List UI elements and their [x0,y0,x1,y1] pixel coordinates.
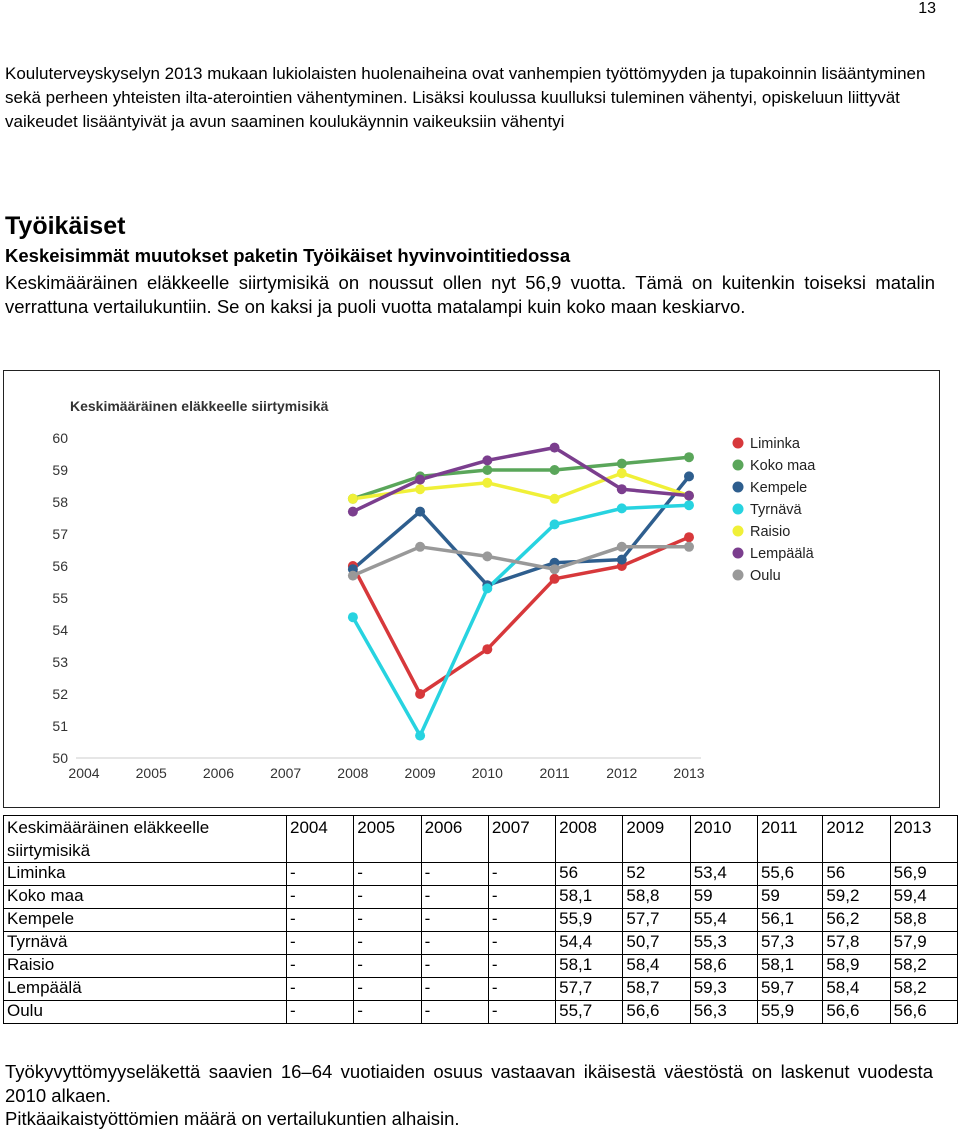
table-header-year: 2011 [757,816,822,863]
table-cell: - [488,955,555,978]
table-cell: 59,2 [823,886,890,909]
y-tick-label: 59 [52,462,68,478]
series-line-liminka [353,537,689,694]
table-cell: 54,4 [556,932,623,955]
table-cell: 59,4 [890,886,957,909]
table-cell: 56,2 [823,909,890,932]
data-point [415,542,425,552]
table-row [4,932,958,955]
table-header-year: 2006 [421,816,488,863]
legend-label: Liminka [750,436,800,452]
table-cell: 59 [690,886,757,909]
table-cell: - [354,1001,421,1024]
x-tick-label: 2007 [270,765,302,781]
table-header-year: 2012 [823,816,890,863]
table-row-name: Liminka [4,863,287,886]
data-point [684,452,694,462]
table-cell: 56,3 [690,1001,757,1024]
data-point [415,731,425,741]
table-header-year: 2007 [488,816,555,863]
table-cell: 58,1 [757,955,822,978]
table-cell: - [488,932,555,955]
data-point [348,612,358,622]
table-cell: - [421,909,488,932]
table-cell: 56,9 [890,863,957,886]
intro-paragraph: Kouluterveyskyselyn 2013 mukaan lukiolaisten huolenaiheina ovat vanhempien työttömyyden ja tupakoinnin lisääntyminen sekä perheen yhteisten ilta-aterointien vähentyminen. Lisäksi koulussa kuulluksi tuleminen vähentyi, opiskeluun liittyvät vaikeudet lisääntyivät ja avun saaminen koulukäynnin vaikeuksiin vähentyi [5,64,926,131]
table-header-row [4,816,958,863]
table-cell: 58,2 [890,978,957,1001]
table-cell: 57,7 [623,909,690,932]
y-tick-label: 50 [52,750,68,766]
table-cell: 57,9 [890,932,957,955]
table-cell: 59 [757,886,822,909]
table-header-year: 2005 [354,816,421,863]
x-tick-label: 2012 [606,765,638,781]
table-cell: - [421,978,488,1001]
table-cell: - [287,886,354,909]
table-cell: - [488,1001,555,1024]
y-tick-label: 52 [52,686,68,702]
table-cell: 55,3 [690,932,757,955]
table-row-name: Raisio [4,955,287,978]
table-cell: 50,7 [623,932,690,955]
table-cell: - [354,978,421,1001]
y-tick-label: 55 [52,590,68,606]
table-cell: - [488,978,555,1001]
table-cell: - [354,886,421,909]
page-number: 13 [918,0,936,17]
table-cell: - [287,978,354,1001]
table-cell: 56,1 [757,909,822,932]
legend-marker [733,482,744,493]
data-point [617,468,627,478]
table-cell: 56,6 [823,1001,890,1024]
data-point [617,484,627,494]
table-row-name: Koko maa [4,886,287,909]
x-tick-label: 2013 [673,765,705,781]
table-cell: - [421,932,488,955]
x-tick-label: 2005 [135,765,167,781]
table-cell: 56 [823,863,890,886]
table-row [4,978,958,1001]
data-point [684,471,694,481]
table-header-year: 2009 [623,816,690,863]
table-row-name: Kempele [4,909,287,932]
table-row-name: Oulu [4,1001,287,1024]
table-cell: 55,4 [690,909,757,932]
table-row [4,909,958,932]
table-cell: - [488,863,555,886]
line-chart [3,370,940,808]
data-point [617,555,627,565]
legend-marker [733,460,744,471]
footer-paragraph: Työkyvyttömyyseläkettä saavien 16–64 vuotiaiden osuus vastaavan ikäisestä väestöstä on laskenut vuodesta 2010 alkaen. [5,1061,933,1106]
table-cell: - [354,932,421,955]
legend-marker [733,526,744,537]
data-point [415,484,425,494]
data-point [415,689,425,699]
table-cell: 56,6 [890,1001,957,1024]
data-point [550,465,560,475]
table-header-year: 2013 [890,816,957,863]
data-point [617,542,627,552]
table-row-name: Tyrnävä [4,932,287,955]
table-cell: 58,4 [823,978,890,1001]
series-line-oulu [353,547,689,576]
table-cell: - [354,909,421,932]
x-tick-label: 2009 [404,765,436,781]
data-point [684,500,694,510]
data-point [550,564,560,574]
data-point [617,459,627,469]
legend-label: Kempele [750,480,808,496]
table-cell: - [287,955,354,978]
table-cell: 58,2 [890,955,957,978]
section-title: Työikäiset [5,212,126,240]
x-tick-label: 2004 [68,765,100,781]
table-cell: - [287,932,354,955]
table-cell: 57,8 [823,932,890,955]
table-cell: - [421,886,488,909]
table-cell: 58,1 [556,955,623,978]
body-paragraph: Keskimääräinen eläkkeelle siirtymisikä on noussut ollen nyt 56,9 vuotta. Tämä on kuitenkin toiseksi matalin verrattuna vertailukuntiin. Se on kaksi ja puoli vuotta matalampi kuin koko maan keskiarvo. [5,272,935,317]
table-cell: 59,7 [757,978,822,1001]
table-cell: 58,1 [556,886,623,909]
x-tick-label: 2011 [539,765,570,781]
table-cell: - [287,909,354,932]
table-cell: 58,7 [623,978,690,1001]
legend-label: Tyrnävä [750,502,802,518]
data-point [348,571,358,581]
y-tick-label: 58 [52,494,68,510]
data-point [482,644,492,654]
data-point [482,583,492,593]
x-tick-label: 2010 [471,765,503,781]
x-tick-label: 2008 [337,765,369,781]
y-tick-label: 57 [52,526,68,542]
data-point [684,491,694,501]
data-point [550,574,560,584]
table-cell: 57,3 [757,932,822,955]
table-cell: - [354,863,421,886]
y-tick-label: 53 [52,654,68,670]
y-tick-label: 56 [52,558,68,574]
data-table [3,815,958,1024]
table-cell: - [488,886,555,909]
y-tick-label: 54 [52,622,68,638]
table-header-year: 2008 [556,816,623,863]
table-cell: - [421,863,488,886]
data-point [348,507,358,517]
data-point [415,475,425,485]
legend-label: Raisio [750,524,791,540]
legend-label: Lempäälä [750,546,814,562]
table-cell: 59,3 [690,978,757,1001]
legend-marker [733,548,744,559]
x-tick-label: 2006 [202,765,235,781]
y-tick-label: 60 [52,430,68,446]
table-cell: 55,9 [556,909,623,932]
data-point [550,443,560,453]
table-cell: - [488,909,555,932]
table-cell: 53,4 [690,863,757,886]
table-cell: - [287,863,354,886]
data-point [348,494,358,504]
table-cell: 58,9 [823,955,890,978]
table-header-year: 2010 [690,816,757,863]
table-cell: 55,7 [556,1001,623,1024]
y-tick-label: 51 [52,718,68,734]
table-header-label: Keskimääräinen eläkkeelle siirtymisikä [4,816,287,863]
data-point [550,519,560,529]
data-point [482,478,492,488]
sub-title: Keskeisimmät muutokset paketin Työikäiset hyvinvointitiedossa [5,245,571,266]
data-point [684,542,694,552]
data-point [617,503,627,513]
table-cell: - [354,955,421,978]
data-point [415,507,425,517]
table-cell: - [421,1001,488,1024]
table-cell: 58,6 [690,955,757,978]
table-cell: 57,7 [556,978,623,1001]
chart-canvas [4,371,941,809]
chart-title: Keskimääräinen eläkkeelle siirtymisikä [70,398,329,414]
data-point [482,551,492,561]
table-cell: - [421,955,488,978]
table-cell: 56,6 [623,1001,690,1024]
legend-label: Oulu [750,568,781,584]
legend-marker [733,570,744,581]
table-cell: 55,6 [757,863,822,886]
data-point [482,455,492,465]
footer-line: Pitkäaikaistyöttömien määrä on vertailukuntien alhaisin. [5,1108,460,1129]
table-cell: - [287,1001,354,1024]
table-row-name: Lempäälä [4,978,287,1001]
legend-label: Koko maa [750,458,816,474]
table-row [4,1001,958,1024]
table-header-year: 2004 [287,816,354,863]
data-point [684,532,694,542]
table-row [4,886,958,909]
table-row [4,863,958,886]
table-cell: 58,8 [890,909,957,932]
table-cell: 58,4 [623,955,690,978]
table-cell: 52 [623,863,690,886]
table-cell: 56 [556,863,623,886]
data-point [550,494,560,504]
table-cell: 58,8 [623,886,690,909]
table-cell: 55,9 [757,1001,822,1024]
data-point [482,465,492,475]
legend-marker [733,504,744,515]
table-row [4,955,958,978]
legend-marker [733,438,744,449]
